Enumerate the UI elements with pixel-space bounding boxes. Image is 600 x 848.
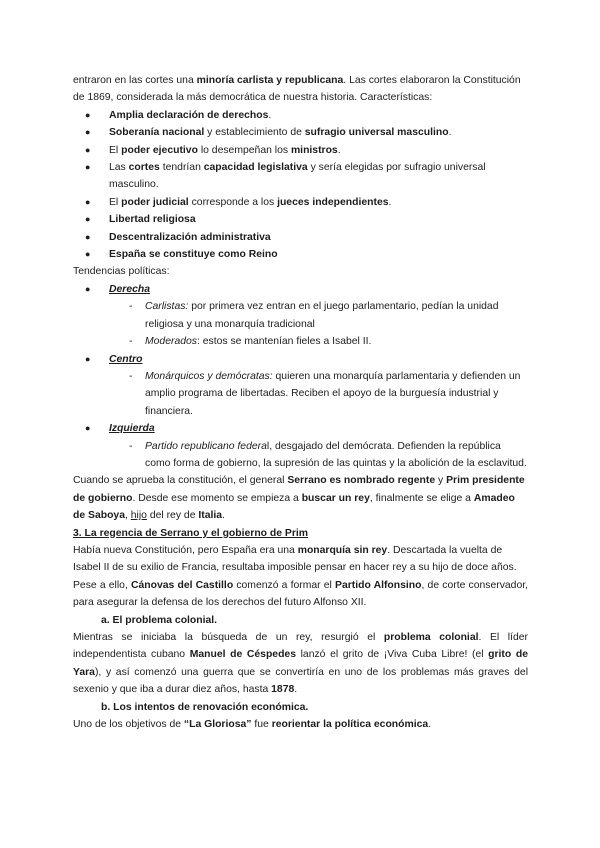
tendency-label-right: Derecha [109, 283, 151, 295]
subsection-heading: b. Los intentos de renovación económica. [101, 701, 309, 713]
section-title: 3. La regencia de Serrano y el gobierno de Prim [73, 527, 309, 539]
text: ), y así comenzó una guerra que se convertiría en uno de los problemas más graves del sexenio y que iba a durar diez años, hasta [73, 666, 528, 696]
tendencies-heading: Tendencias políticas: [73, 266, 170, 278]
list-item [73, 438, 528, 473]
text: . Descartada la vuelta de Isabel II de su exilio de Francia, resultaba imposible pensar en hacer rey a su hijo de doce años. [73, 544, 517, 574]
list-item [73, 281, 528, 351]
list-item [73, 159, 528, 194]
list-item [73, 124, 528, 141]
bold-text: capacidad legislativa [203, 162, 308, 174]
bold-text: Prim presidente de gobierno [73, 475, 525, 504]
bold-text: problema colonial [383, 632, 479, 643]
bold-text: buscar un rey [301, 492, 370, 504]
bold-text: Amplia declaración de derechos [109, 109, 269, 121]
section-paragraph [73, 577, 528, 612]
list-item [73, 107, 528, 124]
underlined-text: hijo [130, 510, 147, 522]
text: por primera vez entran en el juego parlamentario, pedían la unidad religiosa y una monarquía tradicional [145, 301, 499, 330]
italic-text: Carlistas: [145, 301, 189, 313]
list-item [73, 298, 528, 333]
intro-paragraph [73, 72, 528, 107]
text: comenzó a formar el [233, 579, 336, 591]
section-paragraph [73, 629, 528, 699]
bold-text: Libertad religiosa [109, 214, 196, 226]
text: El [109, 196, 122, 208]
text: . [388, 196, 392, 208]
text: . [337, 144, 341, 156]
bold-text: 1878 [271, 684, 295, 696]
text: . [448, 127, 452, 139]
tendency-label-center: Centro [109, 353, 143, 365]
after-constitution-paragraph [73, 472, 528, 524]
bold-text: poder judicial [121, 196, 189, 208]
sub-list [73, 298, 528, 350]
text: Había nueva Constitución, pero España era una [73, 544, 298, 556]
text: . [294, 684, 298, 696]
document-page [73, 72, 528, 733]
text: quieren una monarquía parlamentaria y defienden un amplio programa de libertadas. Reciben el apoyo de la burguesía industrial y financiera. [145, 370, 521, 417]
bold-text: Serrano es nombrado regente [287, 475, 436, 487]
text: Mientras se iniciaba la búsqueda de un rey, resurgió el [73, 632, 384, 643]
list-item [73, 420, 528, 472]
bold-text: minoría carlista y republicana [196, 75, 344, 86]
section-paragraph [73, 716, 528, 733]
text: El [109, 144, 122, 156]
bold-text: reorientar la política económica [271, 719, 429, 731]
text: del rey de [146, 510, 199, 522]
italic-text: Monárquicos y demócratas: [145, 370, 273, 382]
tendencies-list [73, 281, 528, 472]
text: . El líder independentista cubano [73, 632, 528, 661]
list-item [73, 246, 528, 263]
list-item [73, 333, 528, 350]
text: lanzó el grito de ¡Viva Cuba Libre! (el [295, 649, 489, 661]
text: , de corte conservador, para asegurar la defensa de los derechos del futuro Alfonso XII. [73, 579, 529, 609]
bold-text: cortes [128, 162, 160, 174]
text: Cuando se aprueba la constitución, el general [73, 475, 288, 487]
bold-text: sufragio universal masculino [304, 127, 449, 139]
bold-text: Manuel de Céspedes [189, 649, 296, 661]
sub-list [73, 438, 528, 473]
bold-text: Amadeo de Saboya [73, 492, 515, 522]
text: y sería elegidas por sufragio universal masculino. [109, 162, 486, 191]
bold-text: poder ejecutivo [121, 144, 198, 156]
bold-text: Soberanía nacional [109, 127, 205, 139]
list-item [73, 211, 528, 228]
italic-text: Moderados [145, 336, 197, 348]
text: fue [251, 719, 272, 731]
bold-text: grito de Yara [73, 649, 528, 678]
text: y establecimiento de [204, 127, 305, 139]
list-item [73, 229, 528, 246]
text: . [428, 719, 432, 731]
text: l, desgajado del demócrata. Defienden la república como forma de gobierno, la supresión de las quintas y la abolición de la esclavitud. [145, 440, 527, 469]
text: , finalmente se elige a [369, 492, 474, 504]
bold-text: “La Gloriosa” [183, 719, 252, 731]
section-paragraph [73, 542, 528, 577]
text: . Las cortes elaboraron la Constitución de 1869, considerada la más democrática de nuestra historia. Características: [73, 75, 521, 104]
text: , [124, 510, 131, 522]
features-list [73, 107, 528, 264]
list-item [73, 142, 528, 159]
text: Las [109, 162, 129, 174]
list-item [73, 368, 528, 420]
bold-text: jueces independientes [277, 196, 389, 208]
bold-text: Descentralización administrativa [109, 231, 271, 243]
subsection-heading: a. El problema colonial. [101, 614, 218, 626]
tendency-label-left: Izquierda [109, 423, 155, 435]
text: . [222, 510, 225, 522]
text: corresponde a los [188, 196, 278, 208]
text: tendrían [159, 162, 204, 174]
sub-list [73, 368, 528, 420]
bold-text: monarquía sin rey [297, 544, 388, 556]
text: Uno de los objetivos de [73, 719, 184, 731]
bold-text: Cánovas del Castillo [131, 579, 234, 591]
bold-text: Italia [198, 510, 223, 522]
list-item [73, 351, 528, 421]
text: : estos se mantenían fieles a Isabel II. [196, 336, 372, 348]
text: Pese a ello, [73, 579, 131, 591]
bold-text: ministros [290, 144, 338, 156]
text: y [435, 475, 447, 487]
bold-text: España se constituye como Reino [109, 249, 278, 261]
text: lo desempeñan los [197, 144, 291, 156]
italic-text: Partido republicano federa [145, 440, 267, 452]
list-item [73, 194, 528, 211]
text: . Desde ese momento se empieza a [132, 492, 302, 504]
text: . [268, 109, 272, 121]
bold-text: Partido Alfonsino [335, 579, 422, 591]
text: entraron en las cortes una [73, 75, 197, 86]
